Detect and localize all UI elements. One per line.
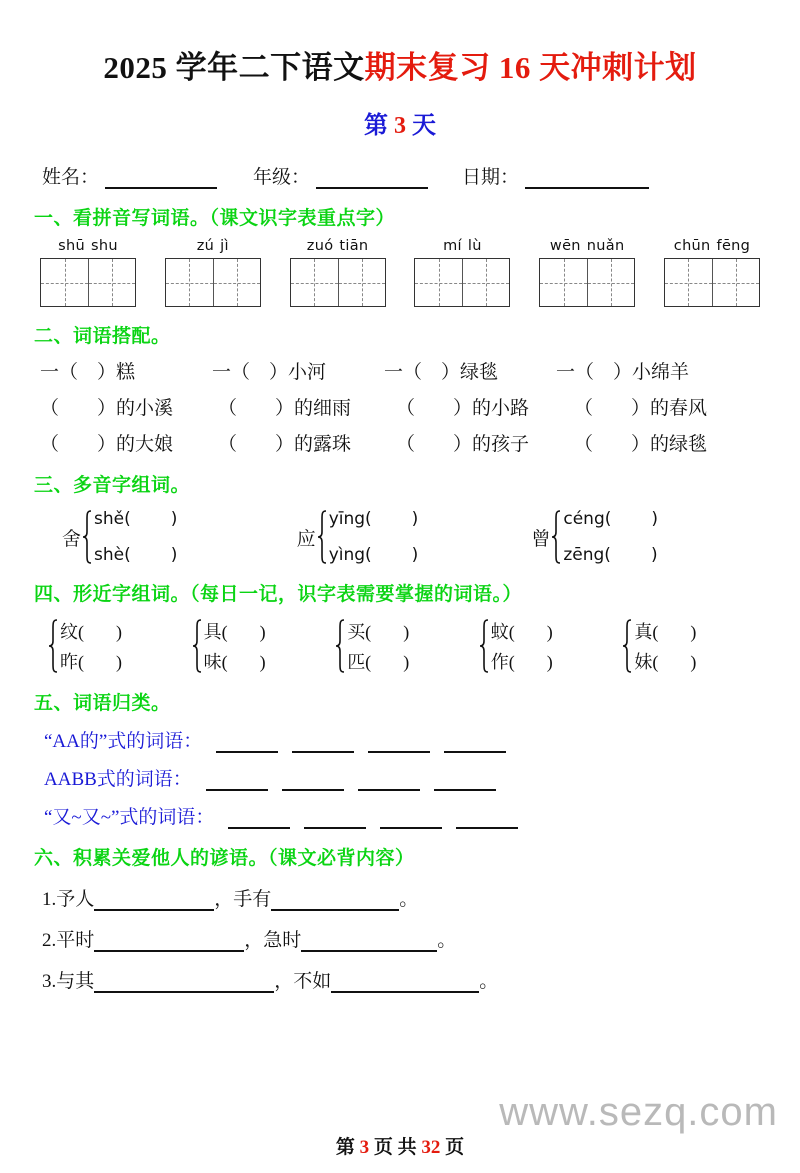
polyphone-reading-bottom[interactable]: yìng( ) <box>328 545 419 565</box>
proverb-line-1 <box>34 884 766 911</box>
similar-char-top[interactable]: 买( ) <box>347 622 410 642</box>
section-heading-4: 四、形近字组词。（每日一记，识字表需要掌握的词语。） <box>34 584 523 605</box>
date-input[interactable] <box>525 170 649 189</box>
matching-row-1 <box>34 357 766 384</box>
pinyin-group-5 <box>539 238 635 307</box>
date-label: 日期： <box>462 167 520 188</box>
tianzige-box-3[interactable] <box>290 258 386 307</box>
page-subtitle <box>34 105 766 140</box>
proverb-line-3 <box>34 966 766 993</box>
matching-item[interactable]: 一（ ）绿毯 <box>384 362 499 383</box>
polyphone-char: 曾 <box>531 528 551 550</box>
similar-chars-pair <box>204 618 266 674</box>
classify-label: “AA的”式的词语： <box>44 731 203 752</box>
polyphone-row <box>34 509 766 565</box>
tianzige-box-4[interactable] <box>414 258 510 307</box>
brace-icon <box>317 510 327 564</box>
subtitle-suffix: 天 <box>412 113 436 139</box>
brace-icon <box>192 619 202 673</box>
tianzige-cell[interactable] <box>712 259 759 306</box>
polyphone-char: 舍 <box>62 528 82 550</box>
matching-item[interactable]: （ ）的绿毯 <box>574 434 708 455</box>
footer-total-pages: 32 <box>421 1137 441 1158</box>
polyphone-pair <box>329 509 419 565</box>
footer-current-page: 3 <box>359 1137 370 1158</box>
tianzige-cell[interactable] <box>462 259 509 306</box>
pinyin-syllable: fēng <box>716 238 751 254</box>
proverb-number: 2. <box>42 930 57 951</box>
proverb-text-mid: ，急时 <box>244 930 302 951</box>
pinyin-label-1 <box>55 238 121 254</box>
polyphone-group-1 <box>62 509 297 565</box>
proverb-text-a: 予人 <box>56 889 95 910</box>
similar-char-top[interactable]: 具( ) <box>203 622 266 642</box>
polyphone-reading-top[interactable]: shě( ) <box>94 509 178 529</box>
polyphone-group-3 <box>531 509 766 565</box>
matching-item[interactable]: （ ）的小溪 <box>40 398 174 419</box>
proverb-line-2 <box>34 925 766 952</box>
similar-char-top[interactable]: 蚊( ) <box>490 622 553 642</box>
tianzige-cell[interactable] <box>540 259 587 306</box>
pinyin-label-4 <box>440 238 485 254</box>
pinyin-label-6 <box>671 238 753 254</box>
proverb-blank[interactable] <box>94 893 214 911</box>
proverb-blank[interactable] <box>331 975 479 993</box>
proverb-blank[interactable] <box>301 934 437 952</box>
matching-row-2 <box>34 393 766 420</box>
matching-item[interactable]: （ ）的细雨 <box>218 398 352 419</box>
polyphone-group-2 <box>297 509 532 565</box>
classify-blank[interactable] <box>228 811 290 829</box>
footer-prefix: 第 <box>335 1137 355 1158</box>
proverb-text-end: 。 <box>399 889 419 910</box>
polyphone-reading-top[interactable]: yīng( ) <box>328 509 419 529</box>
classify-blank[interactable] <box>358 773 420 791</box>
similar-char-top[interactable]: 真( ) <box>634 622 697 642</box>
subtitle-prefix: 第 <box>364 113 388 139</box>
brace-icon <box>335 619 345 673</box>
proverb-text-mid: ，手有 <box>214 889 272 910</box>
tianzige-box-2[interactable] <box>165 258 261 307</box>
similar-chars-group-2 <box>192 618 336 674</box>
classify-line-2 <box>34 764 766 791</box>
pinyin-syllable: shū <box>58 238 85 254</box>
classify-blank[interactable] <box>216 735 278 753</box>
pinyin-syllable: chūn <box>673 238 711 254</box>
tianzige-cell[interactable] <box>41 259 88 306</box>
matching-item[interactable]: （ ）的大娘 <box>40 434 174 455</box>
similar-char-bottom[interactable]: 匹( ) <box>347 652 410 672</box>
classify-blank[interactable] <box>380 811 442 829</box>
classify-blank[interactable] <box>282 773 344 791</box>
classify-blank[interactable] <box>206 773 268 791</box>
tianzige-box-6[interactable] <box>664 258 760 307</box>
brace-icon <box>479 619 489 673</box>
proverb-text-a: 与其 <box>56 971 95 992</box>
proverb-blank[interactable] <box>94 934 244 952</box>
classify-blank[interactable] <box>444 735 506 753</box>
tianzige-cell[interactable] <box>166 259 213 306</box>
tianzige-cell[interactable] <box>415 259 462 306</box>
pinyin-label-3 <box>304 238 372 254</box>
title-black-part: 2025 学年二下语文 <box>103 50 365 85</box>
proverb-number: 1. <box>42 889 57 910</box>
tianzige-cell[interactable] <box>213 259 260 306</box>
subtitle-day-number: 3 <box>394 113 406 139</box>
footer-suffix: 页 <box>445 1137 465 1158</box>
tianzige-cell[interactable] <box>665 259 712 306</box>
polyphone-pair <box>563 509 658 565</box>
tianzige-cell[interactable] <box>291 259 338 306</box>
similar-char-bottom[interactable]: 妹( ) <box>634 652 697 672</box>
title-red-part: 期末复习 16 天冲刺计划 <box>364 50 697 85</box>
classify-label: “又~又~”式的词语： <box>44 807 215 828</box>
tianzige-cell[interactable] <box>338 259 385 306</box>
section-heading-6: 六、积累关爱他人的谚语。（课文必背内容） <box>34 848 415 869</box>
similar-chars-pair <box>634 618 696 674</box>
similar-char-top[interactable]: 纹( ) <box>60 622 122 642</box>
section-heading-5: 五、词语归类。 <box>34 693 171 714</box>
pinyin-syllable: jì <box>220 238 229 254</box>
brace-icon <box>551 510 561 564</box>
matching-item[interactable]: （ ）的小路 <box>396 398 530 419</box>
proverb-text-a: 平时 <box>56 930 95 951</box>
section-heading-1: 一、看拼音写词语。（课文识字表重点字） <box>34 208 396 229</box>
similar-chars-group-1 <box>48 618 192 674</box>
classify-blank[interactable] <box>434 773 496 791</box>
matching-item[interactable]: （ ）的露珠 <box>218 434 352 455</box>
classify-line-1 <box>34 726 766 753</box>
classify-label: AABB式的词语： <box>44 769 192 790</box>
section-heading-3: 三、多音字组词。 <box>34 475 191 496</box>
pinyin-group-1 <box>40 238 136 307</box>
matching-item[interactable]: （ ）的春风 <box>574 398 708 419</box>
pinyin-syllable: zú <box>196 238 215 254</box>
proverb-number: 3. <box>42 971 57 992</box>
polyphone-pair <box>94 509 177 565</box>
classify-blank[interactable] <box>292 735 354 753</box>
pinyin-syllable: tiān <box>339 238 369 254</box>
classify-blank[interactable] <box>456 811 518 829</box>
pinyin-syllable: lù <box>467 238 482 254</box>
tianzige-cell[interactable] <box>587 259 634 306</box>
name-label: 姓名： <box>42 167 100 188</box>
pinyin-syllable: mí <box>443 238 462 254</box>
worksheet-page <box>0 42 800 1173</box>
classify-blank[interactable] <box>304 811 366 829</box>
brace-icon <box>48 619 58 673</box>
similar-char-bottom[interactable]: 味( ) <box>203 652 266 672</box>
matching-item[interactable]: 一（ ）糕 <box>40 362 136 383</box>
pinyin-syllable: shu <box>91 238 118 254</box>
matching-item[interactable]: 一（ ）小河 <box>212 362 327 383</box>
name-input[interactable] <box>105 170 217 189</box>
proverb-text-mid: ，不如 <box>274 971 332 992</box>
pinyin-group-6 <box>664 238 760 307</box>
tianzige-cell[interactable] <box>88 259 135 306</box>
matching-row-3 <box>34 429 766 456</box>
proverb-blank[interactable] <box>271 893 399 911</box>
similar-chars-row <box>34 618 766 674</box>
classify-line-3 <box>34 802 766 829</box>
footer-mid: 页 共 <box>373 1137 417 1158</box>
polyphone-reading-bottom[interactable]: zēng( ) <box>563 545 658 565</box>
similar-chars-pair <box>491 618 553 674</box>
grade-label: 年级： <box>253 167 311 188</box>
polyphone-reading-top[interactable]: céng( ) <box>563 509 659 529</box>
page-title <box>34 42 766 87</box>
similar-chars-group-4 <box>479 618 623 674</box>
page-footer <box>0 1132 800 1159</box>
site-watermark: www.sezq.com <box>499 1090 778 1134</box>
matching-item[interactable]: （ ）的孩子 <box>396 434 530 455</box>
student-info-row <box>34 162 766 189</box>
brace-icon <box>82 510 92 564</box>
polyphone-char: 应 <box>296 528 316 550</box>
similar-char-bottom[interactable]: 昨( ) <box>60 652 122 672</box>
polyphone-reading-bottom[interactable]: shè( ) <box>94 545 178 565</box>
proverb-text-end: 。 <box>437 930 457 951</box>
matching-item[interactable]: 一（ ）小绵羊 <box>556 362 690 383</box>
tianzige-box-1[interactable] <box>40 258 136 307</box>
proverb-text-end: 。 <box>479 971 499 992</box>
pinyin-syllable: zuó <box>306 238 334 254</box>
proverb-blank[interactable] <box>94 975 274 993</box>
similar-chars-group-5 <box>622 618 766 674</box>
pinyin-syllable: wēn <box>549 238 581 254</box>
pinyin-label-2 <box>194 238 232 254</box>
tianzige-box-5[interactable] <box>539 258 635 307</box>
section-heading-2: 二、词语搭配。 <box>34 326 171 347</box>
similar-chars-pair <box>60 618 122 674</box>
similar-chars-pair <box>347 618 409 674</box>
classify-blank[interactable] <box>368 735 430 753</box>
pinyin-syllable: nuǎn <box>586 238 625 254</box>
similar-char-bottom[interactable]: 作( ) <box>490 652 553 672</box>
pinyin-grid-row <box>34 238 766 307</box>
pinyin-group-2 <box>165 238 261 307</box>
similar-chars-group-3 <box>335 618 479 674</box>
brace-icon <box>622 619 632 673</box>
pinyin-label-5 <box>547 238 628 254</box>
pinyin-group-3 <box>290 238 386 307</box>
pinyin-group-4 <box>414 238 510 307</box>
grade-input[interactable] <box>316 170 428 189</box>
